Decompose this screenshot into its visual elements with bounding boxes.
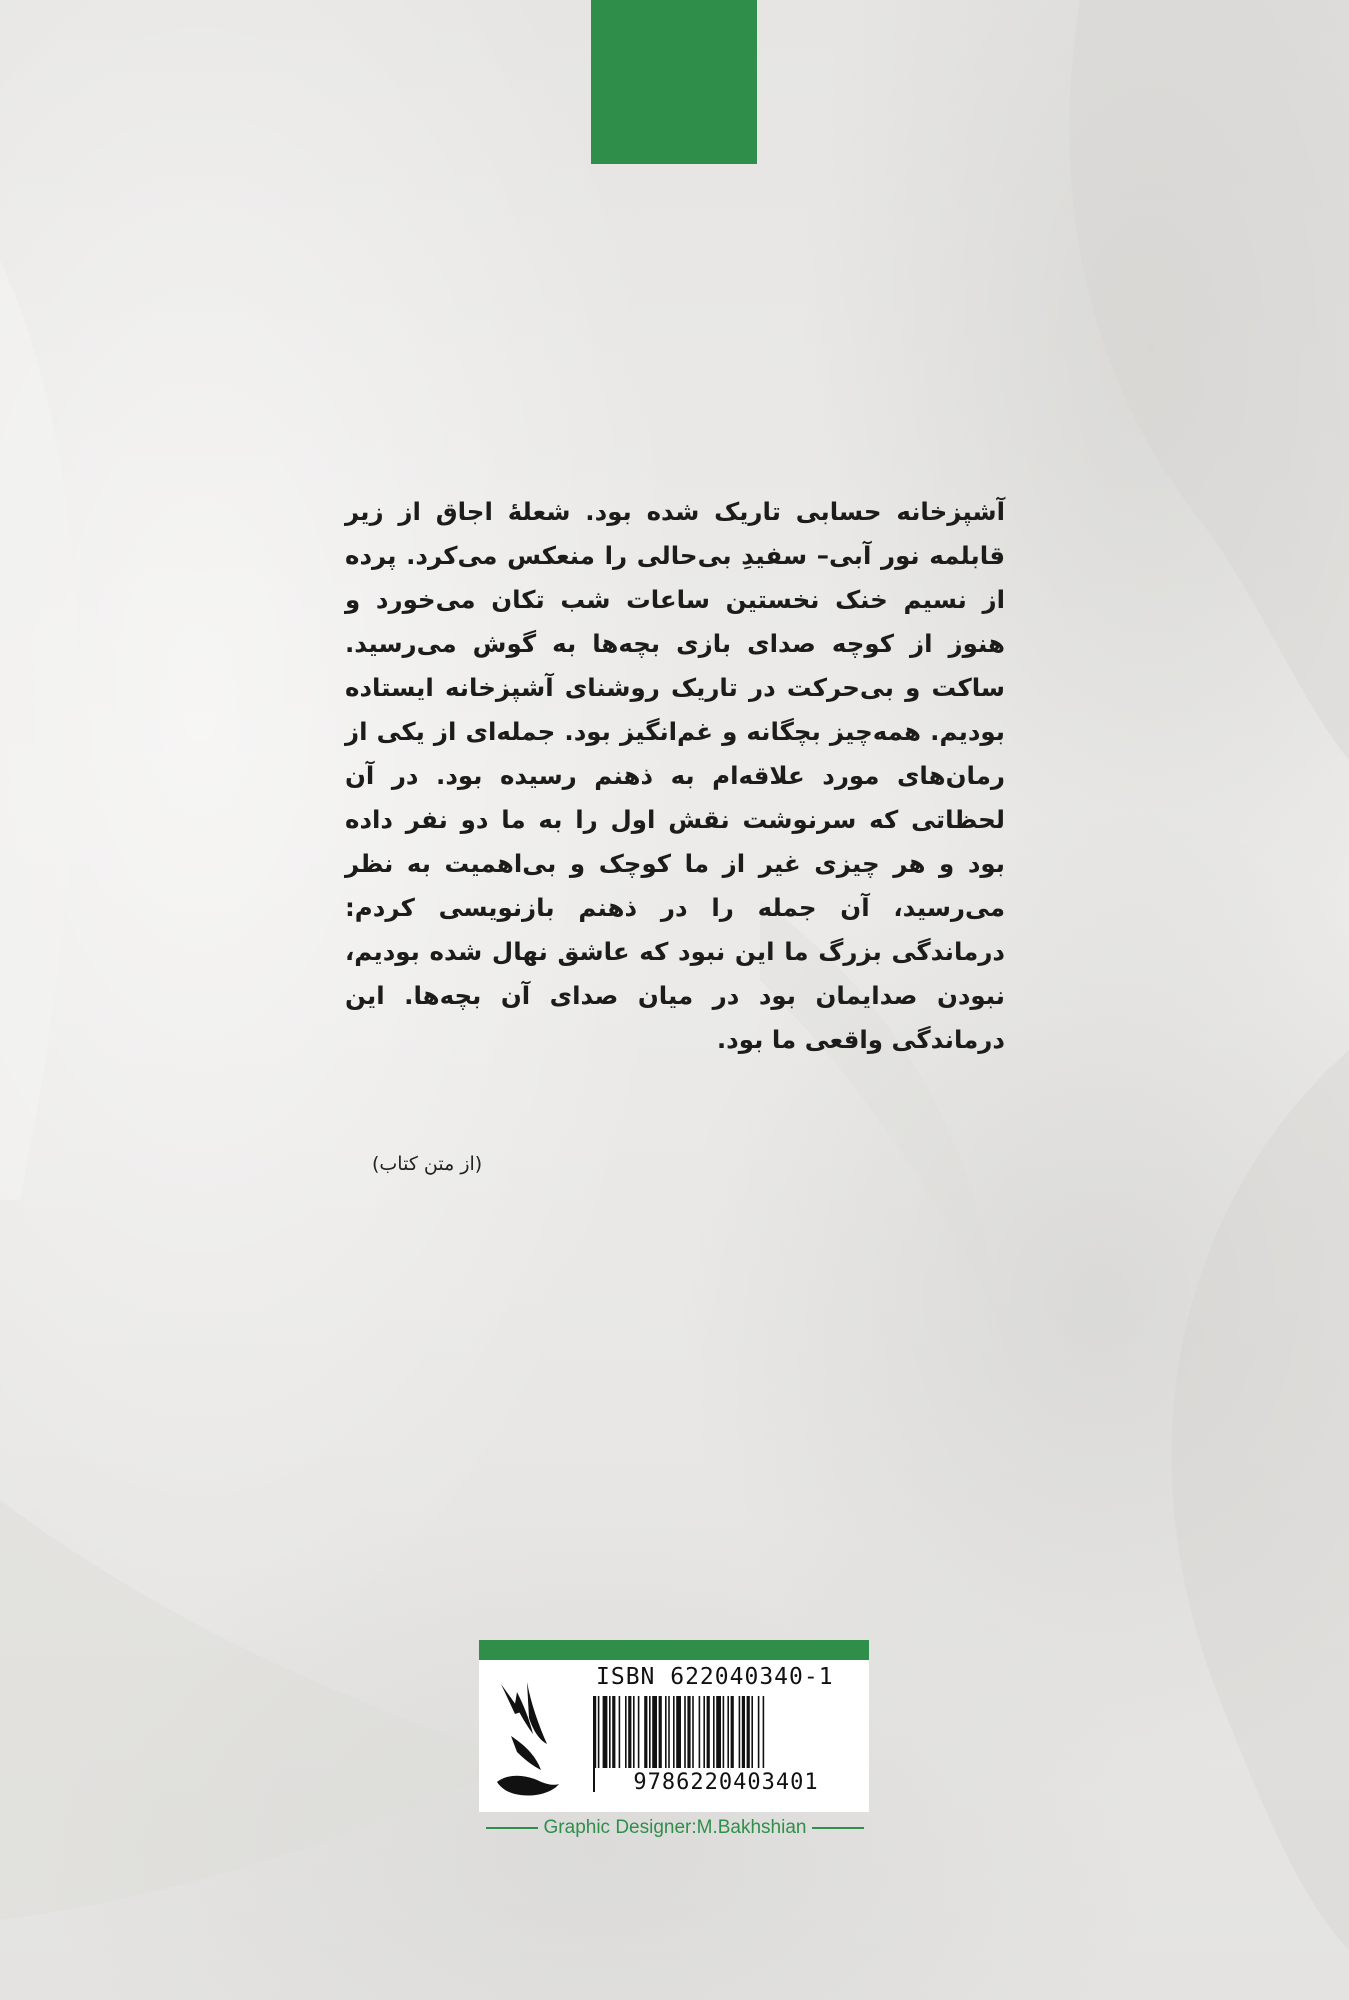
back-cover-blurb: آشپزخانه حسابی تاریک شده بود. شعلهٔ اجاق از زیر قابلمه نور آبی– سفیدِ بی‌حالی را منعکس می‌کرد. پرده از نسیم خنک نخستین ساعات شب تکان می‌خورد و هنوز از کوچه صدای بازی بچه‌ها به گوش می‌رسید. ساکت و بی‌حرکت در تاریک روشنای آشپزخانه ایستاده بودیم. همه‌چیز بچگانه و غم‌انگیز بود. جمله‌ای از یکی از رمان‌های مورد علاقه‌ام به ذهنم رسیده بود. در آن لحظاتی که سرنوشت نقش اول را به ما دو نفر داده بود و هر چیزی غیر از ما کوچک و بی‌اهمیت به نظر می‌رسید، آن جمله را در ذهنم بازنویسی کردم: درماندگی بزرگ ما این نبود که عاشق نهال شده بودیم، نبودن صدایمان بود در میان صدای آن بچه‌ها. این درماندگی واقعی ما بود. (345, 497, 1005, 1054)
isbn-panel-green-strip (479, 1640, 869, 1660)
barcode-bar (747, 1696, 750, 1770)
barcode-bar (727, 1696, 729, 1770)
top-green-tab (591, 0, 757, 164)
barcode-bar (609, 1696, 611, 1770)
barcode-bar (739, 1696, 741, 1770)
barcode-bar (638, 1696, 640, 1770)
publisher-logo-icon (487, 1674, 567, 1806)
barcode-bar (707, 1696, 710, 1770)
barcode-bar (703, 1696, 705, 1770)
barcode-bar (673, 1696, 675, 1770)
barcode-bar (699, 1696, 701, 1770)
designer-credit: Graphic Designer:M.Bakhshian (543, 1817, 807, 1838)
barcode-bar (603, 1696, 608, 1770)
barcode-bar (758, 1696, 760, 1770)
barcode-bar (628, 1696, 631, 1770)
barcode-bar (751, 1696, 753, 1770)
barcode-bar (619, 1696, 621, 1770)
barcode-bar (692, 1696, 694, 1770)
barcode-bar (716, 1696, 721, 1770)
barcode-bar (652, 1696, 657, 1770)
designer-credit-line-left (486, 1827, 538, 1829)
barcode-bar (687, 1696, 690, 1770)
barcode-bar (668, 1696, 670, 1770)
barcode-bar (649, 1696, 651, 1770)
barcode-bar (659, 1696, 662, 1770)
barcode-bar (731, 1696, 734, 1770)
isbn-panel (479, 1640, 869, 1812)
barcode-bar (713, 1696, 715, 1770)
isbn-label: ISBN 622040340-1 (596, 1664, 834, 1690)
barcode-bar (742, 1696, 745, 1770)
barcode-bar (684, 1696, 686, 1770)
barcode-bar (644, 1696, 647, 1770)
designer-credit-row (486, 1816, 864, 1840)
barcode-bar (633, 1696, 635, 1770)
barcode-number: 9786220403401 (595, 1768, 857, 1798)
barcode-bar (723, 1696, 725, 1770)
designer-credit-line-right (812, 1827, 864, 1829)
barcode-bar (625, 1696, 627, 1770)
barcode-bar (612, 1696, 615, 1770)
barcode-bar (665, 1696, 667, 1770)
source-note: (از متن کتاب) (372, 1153, 483, 1175)
